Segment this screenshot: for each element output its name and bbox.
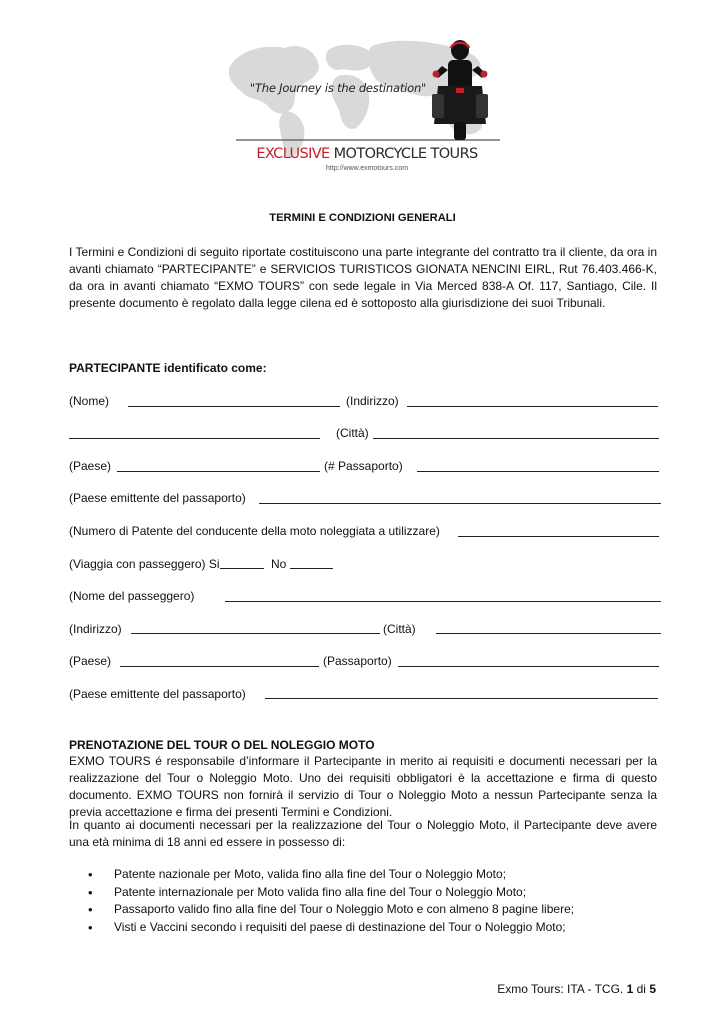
brand-word-exclusive: EXCLUSIVE	[256, 146, 330, 162]
field-paese[interactable]	[117, 471, 320, 472]
participant-heading: PARTECIPANTE identificato come:	[69, 361, 267, 375]
logo-tagline: "The Journey is the destination"	[249, 81, 427, 95]
label-passaporto-passeggero: (Passaporto)	[323, 654, 392, 668]
field-paese-emittente-passeggero[interactable]	[265, 698, 658, 699]
label-indirizzo: (Indirizzo)	[346, 394, 399, 408]
label-citta: (Città)	[336, 426, 369, 440]
requirements-list	[69, 866, 659, 936]
list-item: • Patente nazionale per Moto, valida fino alla fine del Tour o Noleggio Moto;	[69, 866, 659, 884]
label-nome: (Nome)	[69, 394, 110, 408]
field-indirizzo-passeggero[interactable]	[131, 633, 380, 634]
label-paese: (Paese)	[69, 459, 112, 473]
intro-paragraph: I Termini e Condizioni di seguito riportate costituiscono una parte integrante del contratto tra il cliente, da ora in avanti chiamato “PARTECIPANTE” e SERVICIOS TURISTICOS GIONATA NENCINI EIRL, Rut 76.403.466-K, da ora in avanti chiamato “EXMO TOURS” con sede legale in Via Merced 838-A Of. 117, Santiago, Cile. Il presente documento è regolato dalla legge cilena ed è sottoposto alla giurisdizione dei suoi Tribunali.	[69, 245, 657, 310]
list-item: • Passaporto valido fino alla fine del Tour o Noleggio Moto e con almeno 8 pagine libere;	[69, 901, 659, 919]
field-no[interactable]	[290, 568, 333, 569]
field-si[interactable]	[220, 568, 264, 569]
booking-paragraph-1: EXMO TOURS é responsabile d’informare il Partecipante in merito ai requisiti e documenti necessari per la realizzazione del Tour o Noleggio Moto. Uno dei requisiti obbligatori è la accettazione e firma di questo documento. EXMO TOURS non fornirà il servizio di Tour o Noleggio Moto a nessun Partecipante senza la previa accettazione e firma dei presenti Termini e Condizioni.	[69, 754, 657, 819]
footer-total-pages: 5	[649, 982, 656, 996]
label-paese-passeggero: (Paese)	[69, 654, 112, 668]
label-indirizzo-passeggero: (Indirizzo)	[69, 622, 122, 636]
brand-word-motorcycle-tours: MOTORCYCLE TOURS	[329, 146, 478, 162]
field-indirizzo[interactable]	[407, 406, 658, 407]
label-citta-passeggero: (Città)	[383, 622, 416, 636]
label-paese-emittente: (Paese emittente del passaporto)	[69, 491, 246, 505]
footer-prefix: Exmo Tours: ITA - TCG.	[497, 982, 627, 996]
logo-url: http://www.exmotours.com	[325, 165, 409, 172]
label-patente: (Numero di Patente del conducente della moto noleggiata a utilizzare)	[69, 524, 440, 538]
logo-brand	[227, 146, 507, 162]
company-logo	[222, 28, 512, 178]
label-paese-emittente-passeggero: (Paese emittente del passaporto)	[69, 687, 246, 701]
label-passaporto-numero: (# Passaporto)	[324, 459, 403, 473]
label-nome-passeggero: (Nome del passeggero)	[69, 589, 195, 603]
field-patente[interactable]	[458, 536, 659, 537]
field-nome[interactable]	[128, 406, 340, 407]
label-no: No	[271, 557, 287, 571]
field-passaporto-numero[interactable]	[417, 471, 659, 472]
field-paese-passeggero[interactable]	[120, 666, 319, 667]
footer-page-number: 1	[626, 982, 634, 996]
field-indirizzo-continued[interactable]	[69, 438, 320, 439]
label-viaggia-passeggero: (Viaggia con passeggero) Si	[69, 557, 220, 571]
booking-heading: PRENOTAZIONE DEL TOUR O DEL NOLEGGIO MOTO	[69, 738, 375, 752]
field-citta-passeggero[interactable]	[436, 633, 661, 634]
booking-paragraph-2: In quanto ai documenti necessari per la realizzazione del Tour o Noleggio Moto, il Partecipante deve avere una età minima di 18 anni ed essere in possesso di:	[69, 818, 657, 849]
list-item: • Patente internazionale per Moto valida fino alla fine del Tour o Noleggio Moto;	[69, 884, 659, 902]
footer-of: di	[633, 982, 650, 996]
document-title: TERMINI E CONDIZIONI GENERALI	[269, 212, 456, 224]
field-passaporto-passeggero[interactable]	[398, 666, 659, 667]
page-footer	[497, 982, 656, 996]
field-paese-emittente[interactable]	[259, 503, 661, 504]
field-nome-passeggero[interactable]	[225, 601, 661, 602]
list-item: • Visti e Vaccini secondo i requisiti del paese di destinazione del Tour o Noleggio Moto;	[69, 919, 659, 937]
field-citta[interactable]	[373, 438, 659, 439]
